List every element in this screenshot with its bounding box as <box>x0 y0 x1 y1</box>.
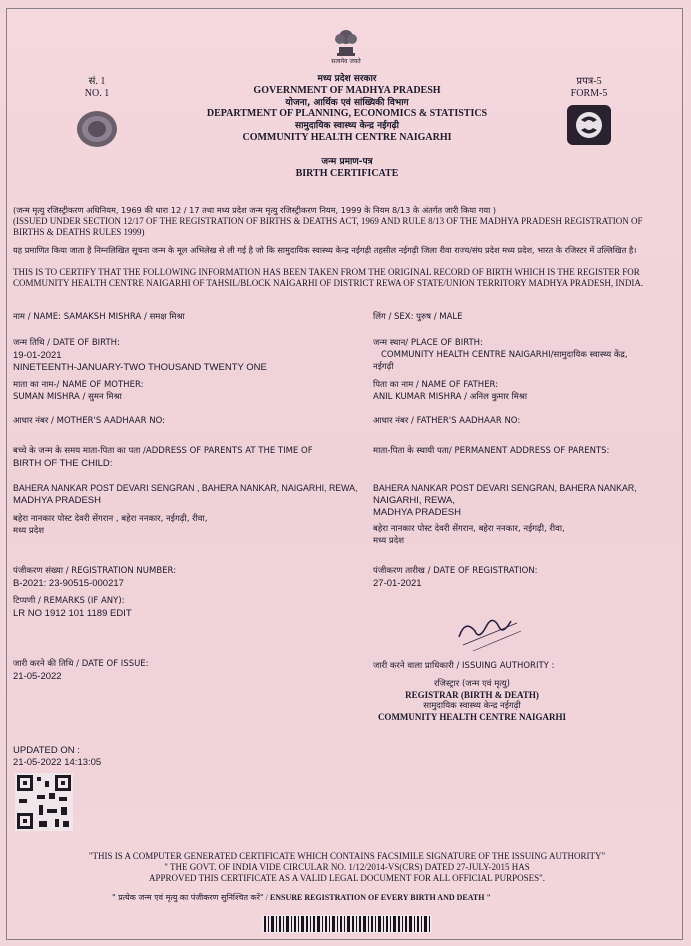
mother-aadhaar: आधार नंबर / MOTHER'S AADHAAR NO: <box>13 416 165 426</box>
footer-note-2: " THE GOVT. OF INDIA VIDE CIRCULAR NO. 1/12/2014-VS(CRS) DATED 27-JULY-2015 HAS <box>164 862 530 872</box>
pob-value-2: नईगढ़ी <box>373 362 394 372</box>
remarks-value: LR NO 1912 101 1189 EDIT <box>13 608 132 619</box>
title-hi: जन्म प्रमाण-पत्र <box>321 157 373 167</box>
form-en: FORM-5 <box>570 88 608 99</box>
section-text-en: (ISSUED UNDER SECTION 12/17 OF THE REGISTRATION OF BIRTHS & DEATHS ACT, 1969 AND RULE 8/13 OF THE MADHYA PRADESH REGISTRATION OF BIRTHS & DEATHS RULES 1999) <box>13 216 643 237</box>
pob-value: COMMUNITY HEALTH CENTRE NAIGARHI/सामुदायिक स्वास्थ्य केंद्र, <box>381 350 628 360</box>
regdate-value: 27-01-2021 <box>373 578 422 589</box>
addr-birth-en-1: BAHERA NANKAR POST DEVARI SENGRAN , BAHERA NANKAR, NAIGARHI, REWA, <box>13 483 358 493</box>
emblem-motto: सत्यमेव जयते <box>331 58 361 65</box>
addr-birth-label-2: BIRTH OF THE CHILD: <box>13 458 113 469</box>
mother-value: SUMAN MISHRA / सुमन मिश्रा <box>13 392 122 402</box>
addr-perm-en-2: NAIGARHI, REWA, <box>373 495 455 506</box>
updated-value: 21-05-2022 14:13:05 <box>13 757 102 768</box>
number-hi: सं. 1 <box>88 76 106 87</box>
centre-hi: सामुदायिक स्वास्थ्य केन्द्र नईगढ़ी <box>295 121 399 131</box>
addr-birth-label-1: बच्चे के जन्म के समय माता-पिता का पता /ADDRESS OF PARENTS AT THE TIME OF <box>13 446 313 456</box>
registrar-centre-en: COMMUNITY HEALTH CENTRE NAIGARHI <box>377 712 567 722</box>
pob-label: जन्म स्थान/ PLACE OF BIRTH: <box>373 338 483 348</box>
child-sex: लिंग / SEX: पुरुष / MALE <box>373 312 463 322</box>
govt-hi: मध्य प्रदेश सरकार <box>317 74 377 84</box>
dob-words: NINETEENTH-JANUARY-TWO THOUSAND TWENTY ONE <box>13 362 267 373</box>
addr-birth-hi-2: मध्य प्रदेश <box>13 526 45 536</box>
registrar-centre-hi: सामुदायिक स्वास्थ्य केन्द्र नईगढ़ी <box>423 701 521 711</box>
father-aadhaar: आधार नंबर / FATHER'S AADHAAR NO: <box>373 416 521 426</box>
regdate-label: पंजीकरण तारीख / DATE OF REGISTRATION: <box>373 566 538 576</box>
govt-en: GOVERNMENT OF MADHYA PRADESH <box>253 85 441 96</box>
dept-en: DEPARTMENT OF PLANNING, ECONOMICS & STATISTICS <box>206 108 488 119</box>
qr-code-icon <box>15 773 73 831</box>
father-value: ANIL KUMAR MISHRA / अनिल कुमार मिश्रा <box>373 392 528 402</box>
registrar-en: REGISTRAR (BIRTH & DEATH) <box>405 690 539 700</box>
issue-label: जारी करने की तिथि / DATE OF ISSUE: <box>13 659 149 669</box>
addr-birth-hi-1: बहेरा नानकार पोस्ट देवरी सेंगरान , बहेरा ननकार, नईगढ़ी, रीवा, <box>13 514 208 524</box>
remarks-label: टिप्पणी / REMARKS (IF ANY): <box>13 596 125 606</box>
addr-perm-en-1: BAHERA NANKAR POST DEVARI SENGRAN, BAHERA NANKAR, <box>373 483 637 493</box>
addr-birth-en-2: MADHYA PRADESH <box>13 495 101 506</box>
certificate-sheet <box>6 8 683 940</box>
page-title: BIRTH CERTIFICATE <box>295 168 399 179</box>
certify-text-en: THIS IS TO CERTIFY THAT THE FOLLOWING INFORMATION HAS BEEN TAKEN FROM THE ORIGINAL RECORD OF BIRTH WHICH IS THE REGISTER FOR COMMUNITY HEALTH CENTRE NAIGARHI OF TAHSIL/BLOCK NAIGARHI OF DISTRICT REWA OF STATE/UNION TERRITORY MADHYA PRADESH, INDIA. <box>13 267 644 288</box>
number-en: NO. 1 <box>84 88 110 99</box>
dob-label: जन्म तिथि / DATE OF BIRTH: <box>13 338 120 348</box>
addr-perm-hi-1: बहेरा नानकार पोस्ट देवरी सेंगरान, बहेरा ननकार, नईगढ़ी, रीवा, <box>373 524 565 534</box>
crs-logo-icon <box>565 103 613 147</box>
barcode-icon <box>262 915 432 933</box>
slogan: " प्रत्येक जन्म एवं मृत्यु का पंजीकरण सुनिश्चित करें" / ENSURE REGISTRATION OF EVERY BIRTH AND DEATH " <box>112 893 491 902</box>
slogan-en: ENSURE REGISTRATION OF EVERY BIRTH AND DEATH " <box>269 893 491 902</box>
child-name: नाम / NAME: SAMAKSH MISHRA / समक्ष मिश्रा <box>13 312 185 322</box>
mp-govt-seal-icon <box>75 109 119 149</box>
addr-perm-en-3: MADHYA PRADESH <box>373 507 461 518</box>
footer-note-3: APPROVED THIS CERTIFICATE AS A VALID LEGAL DOCUMENT FOR ALL OFFICIAL PURPOSES". <box>148 873 546 883</box>
dept-hi: योजना, आर्थिक एवं सांख्यिकी विभाग <box>285 98 409 108</box>
certify-text-hi: यह प्रमाणित किया जाता है निम्नलिखित सूचना जन्म के मूल अभिलेख से ली गई है जो कि सामुदायिक स्वास्थ्य केन्द्र नईगढ़ी तहसील नईगढ़ी जिला रीवा राज्य/संघ प्रदेश मध्य प्रदेश, भारत के रजिस्टर में उल्लिखित है। <box>13 245 637 255</box>
updated-label: UPDATED ON : <box>13 745 80 756</box>
addr-perm-hi-2: मध्य प्रदेश <box>373 536 405 546</box>
slogan-hi: " प्रत्येक जन्म एवं मृत्यु का पंजीकरण सुनिश्चित करें" <box>112 893 264 902</box>
mother-label: माता का नाम-/ NAME OF MOTHER: <box>13 380 144 390</box>
issue-value: 21-05-2022 <box>13 671 62 682</box>
signature-stamp-icon <box>453 607 527 657</box>
section-text-hi: (जन्म मृत्यु रजिस्ट्रीकरण अधिनियम, 1969 की धारा 12 / 17 तथा मध्य प्रदेश जन्म मृत्यु रजिस्ट्रीकरण नियम, 1999 के नियम 8/13 के अंतर्गत जारी किया गया ) <box>13 205 497 215</box>
footer-note-1: "THIS IS A COMPUTER GENERATED CERTIFICATE WHICH CONTAINS FACSIMILE SIGNATURE OF THE ISSUING AUTHORITY" <box>88 851 606 861</box>
authority-label: जारी करने वाला प्राधिकारी / ISSUING AUTHORITY : <box>373 661 555 671</box>
registrar-hi: रजिस्ट्रार (जन्म एवं मृत्यु) <box>434 679 510 689</box>
addr-perm-label: माता-पिता के स्थायी पता/ PERMANENT ADDRESS OF PARENTS: <box>373 446 610 456</box>
dob-value: 19-01-2021 <box>13 350 62 361</box>
father-label: पिता का नाम / NAME OF FATHER: <box>373 380 499 390</box>
centre-en: COMMUNITY HEALTH CENTRE NAIGARHI <box>242 132 452 143</box>
form-hi: प्रपत्र-5 <box>576 76 602 87</box>
regno-value: B-2021: 23-90515-000217 <box>13 578 124 589</box>
regno-label: पंजीकरण संख्या / REGISTRATION NUMBER: <box>13 566 177 576</box>
